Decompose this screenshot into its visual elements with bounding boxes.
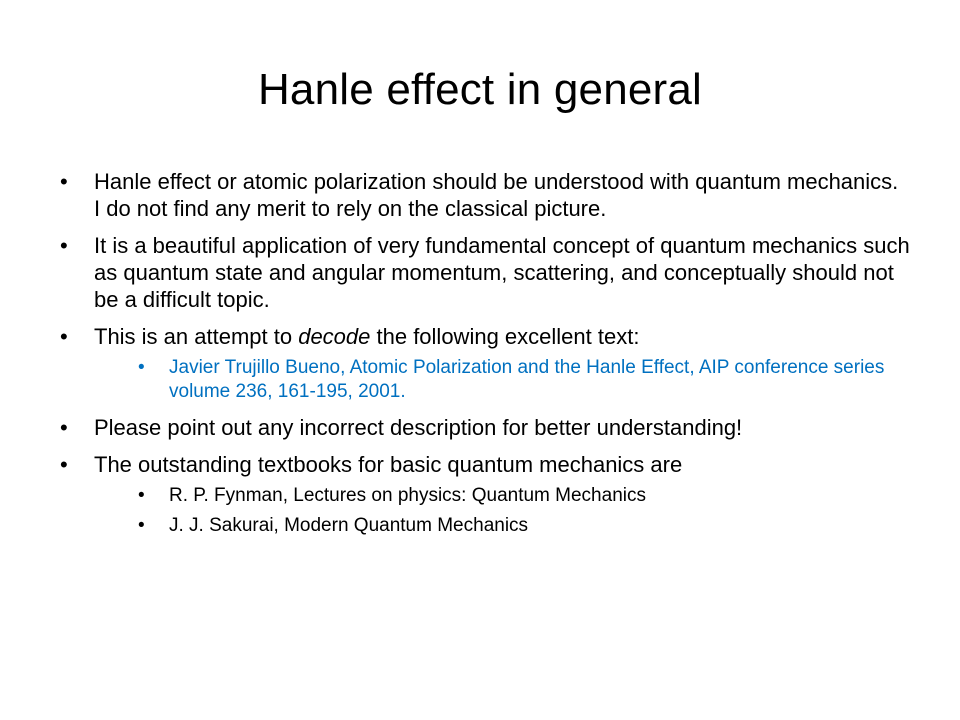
bullet-item (60, 451, 910, 538)
sub-bullet-item (94, 484, 910, 508)
sub-bullet-marker: • (138, 515, 145, 536)
sub-bullet-marker: • (138, 357, 145, 378)
bullet-text-after: the following excellent text: (370, 324, 640, 349)
bullet-text: It is a beautiful application of very fundamental concept of quantum mechanics such as quantum state and angular momentum, scattering, and conceptually should not be a difficult topic. (94, 233, 910, 312)
sub-bullet-marker: • (138, 485, 145, 506)
bullet-marker: • (60, 452, 68, 477)
textbook-reference: R. P. Fynman, Lectures on physics: Quantum Mechanics (169, 485, 646, 506)
bullet-item (60, 168, 910, 222)
sub-bullet-list (94, 484, 910, 538)
bullet-marker: • (60, 233, 68, 258)
sub-bullet-list (94, 356, 910, 404)
bullet-text (94, 324, 639, 349)
bullet-marker: • (60, 324, 68, 349)
textbook-reference: J. J. Sakurai, Modern Quantum Mechanics (169, 515, 529, 536)
bullet-item (60, 414, 910, 441)
bullet-text: Hanle effect or atomic polarization should be understood with quantum mechanics. I do not find any merit to rely on the classical picture. (94, 169, 899, 221)
bullet-text: The outstanding textbooks for basic quantum mechanics are (94, 452, 683, 477)
bullet-item (60, 232, 910, 313)
bullet-item (60, 323, 910, 404)
emphasis-text: decode (298, 324, 371, 349)
bullet-list (60, 168, 910, 548)
bullet-marker: • (60, 415, 68, 440)
bullet-text-before: This is an attempt to (94, 324, 299, 349)
bullet-marker: • (60, 169, 68, 194)
sub-bullet-item (94, 514, 910, 538)
reference-link[interactable]: Javier Trujillo Bueno, Atomic Polarization and the Hanle Effect, AIP conference series volume 236, 161-195, 2001. (169, 357, 885, 402)
slide-title: Hanle effect in general (257, 65, 703, 114)
sub-bullet-item (94, 356, 910, 404)
bullet-text: Please point out any incorrect description for better understanding! (94, 415, 743, 440)
